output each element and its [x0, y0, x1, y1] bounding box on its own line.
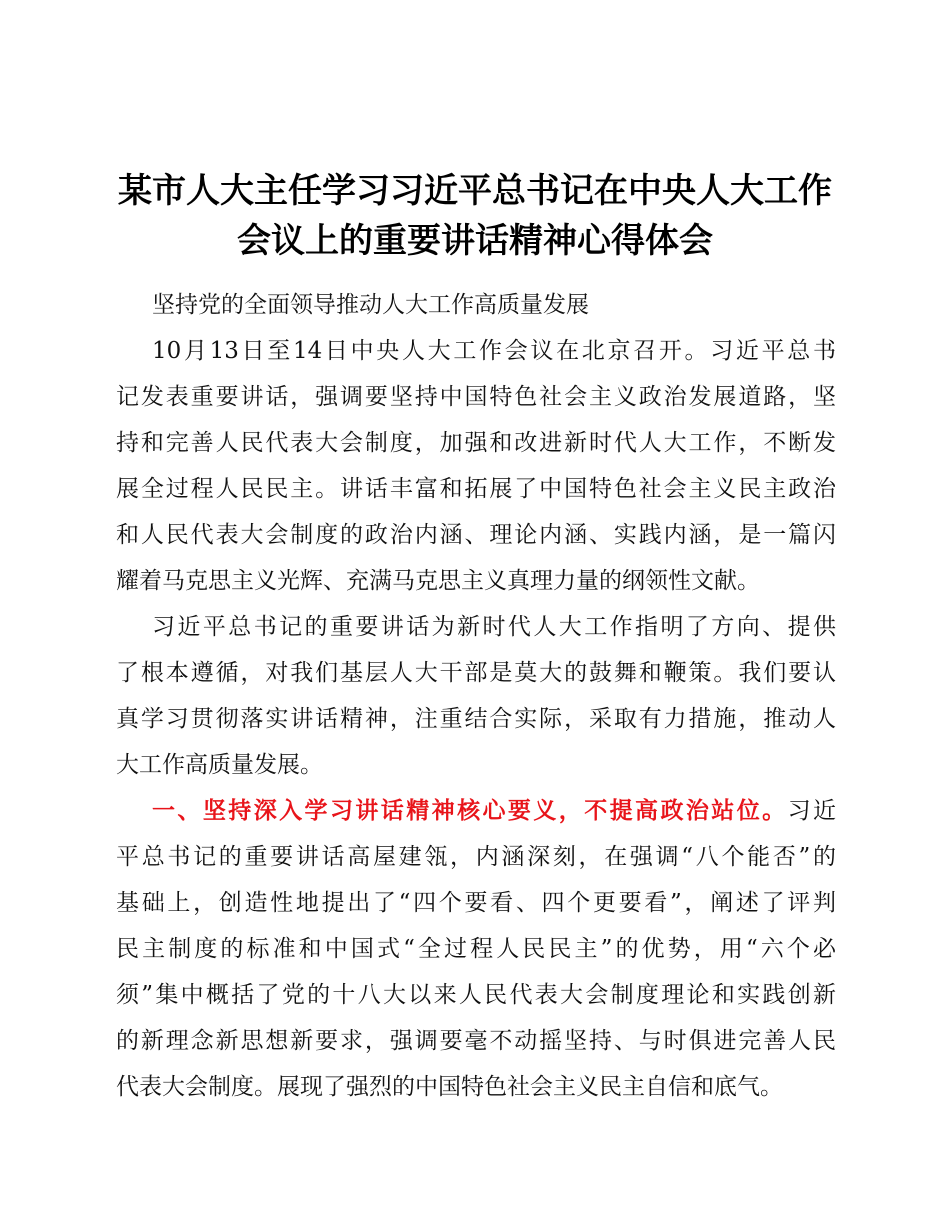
subtitle-text: 坚持党的全面领导推动人大工作高质量发展 [152, 292, 589, 318]
paragraph-line: 习近平总书记的重要讲话为新时代人大工作指明了方向、提供 [152, 614, 836, 640]
subtitle-paragraph [116, 282, 836, 328]
paragraph-line: 真学习贯彻落实讲话精神，注重结合实际，采取有力措施，推动人 [116, 706, 836, 732]
paragraph-2 [116, 604, 836, 788]
paragraph-line: 展全过程人民民主。讲话丰富和拓展了中国特色社会主义民主政治 [116, 476, 836, 502]
document-title [100, 166, 850, 266]
paragraph-line: 和人民代表大会制度的政治内涵、理论内涵、实践内涵，是一篇闪 [116, 522, 836, 548]
document-body [116, 282, 836, 1110]
paragraph-line: 耀着马克思主义光辉、充满马克思主义真理力量的纲领性文献。 [116, 568, 760, 594]
paragraph-text: 习近 [787, 798, 837, 824]
paragraph-line: 代表大会制度。展现了强烈的中国特色社会主义民主自信和底气。 [116, 1074, 783, 1100]
paragraph-line: 须”集中概括了党的十八大以来人民代表大会制度理论和实践创新 [116, 982, 836, 1008]
title-line-2: 会议上的重要讲话精神心得体会 [237, 221, 713, 261]
paragraph-1 [116, 328, 836, 604]
section-heading: 一、坚持深入学习讲话精神核心要义，不提高政治站位。 [152, 797, 788, 824]
paragraph-line: 民主制度的标准和中国式“全过程人民民主”的优势，用“六个必 [116, 936, 836, 962]
paragraph-line: 的新理念新思想新要求，强调要毫不动摇坚持、与时俱进完善人民 [116, 1028, 836, 1054]
paragraph-line: 平总书记的重要讲话高屋建瓴，内涵深刻，在强调“八个能否”的 [116, 844, 836, 870]
paragraph-line: 了根本遵循，对我们基层人大干部是莫大的鼓舞和鞭策。我们要认 [116, 660, 836, 686]
paragraph-line: 持和完善人民代表大会制度，加强和改进新时代人大工作，不断发 [116, 430, 836, 456]
paragraph-line: 基础上，创造性地提出了“四个要看、四个更要看”，阐述了评判 [116, 890, 836, 916]
title-line-1: 某市人大主任学习习近平总书记在中央人大工作 [118, 171, 832, 211]
paragraph-3 [116, 788, 836, 1110]
paragraph-line: 10月13日至14日中央人大工作会议在北京召开。习近平总书 [152, 338, 836, 364]
paragraph-line: 记发表重要讲话，强调要坚持中国特色社会主义政治发展道路，坚 [116, 384, 836, 410]
paragraph-line: 大工作高质量发展。 [116, 752, 323, 778]
paragraph-line [116, 788, 836, 834]
